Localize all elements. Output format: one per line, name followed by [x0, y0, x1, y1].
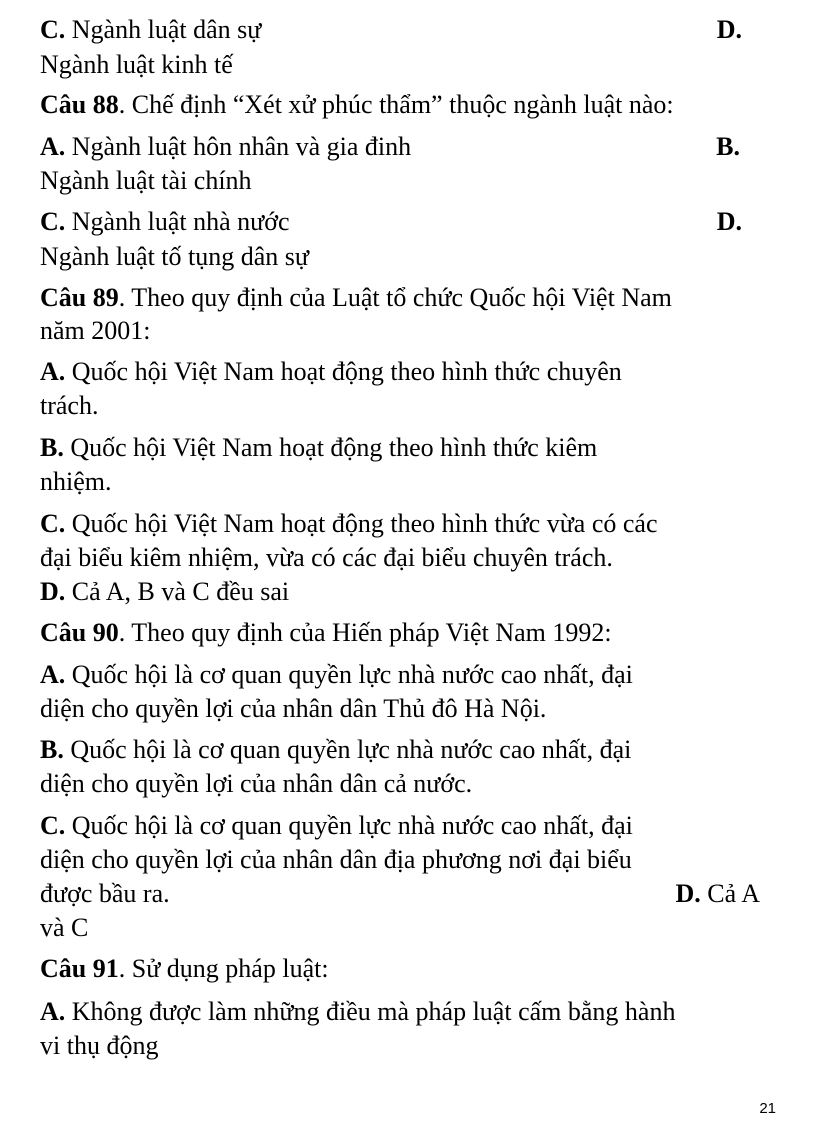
question-label: Câu 90 — [40, 618, 119, 647]
option-b — [40, 432, 780, 464]
option-line — [40, 131, 780, 163]
option-letter: B. — [40, 433, 64, 462]
option-letter: D. — [40, 577, 66, 606]
option-line — [40, 206, 780, 238]
option-letter: A. — [40, 357, 66, 386]
option-letter: C. — [40, 15, 66, 44]
option-text: Ngành luật nhà nước — [65, 207, 290, 236]
option-letter: D. — [675, 879, 701, 908]
question-text: . Chế định “Xét xử phúc thẩm” thuộc ngành luật nào: — [118, 90, 674, 119]
option-text: Không được làm những điều mà pháp luật cấm bằng hành — [65, 997, 676, 1026]
option-text: được bầu ra. — [40, 879, 170, 908]
option-text: Cả A — [700, 879, 760, 908]
question — [40, 282, 780, 314]
option-c — [40, 508, 780, 540]
option-text: Quốc hội Việt Nam hoạt động theo hình thức vừa có các — [65, 509, 658, 538]
question-text: . Theo quy định của Hiến pháp Việt Nam 1992: — [118, 618, 612, 647]
option-text: Quốc hội là cơ quan quyền lực nhà nước cao nhất, đại — [65, 660, 633, 689]
option-text: và C — [40, 913, 89, 942]
option-text: vi thụ động — [40, 1031, 159, 1060]
option-line — [40, 14, 780, 46]
option-letter: D. — [716, 207, 742, 236]
option-c — [40, 810, 780, 842]
option-text: diện cho quyền lợi của nhân dân cả nước. — [40, 769, 473, 798]
option-text: Ngành luật tài chính — [40, 166, 252, 195]
option-letter: A. — [40, 997, 66, 1026]
option-c — [40, 206, 290, 238]
option-letter: B. — [40, 735, 64, 764]
option-letter: C. — [40, 207, 66, 236]
question-text: năm 2001: — [40, 316, 151, 345]
option-a — [40, 131, 411, 163]
option-letter: A. — [40, 660, 66, 689]
option-text: diện cho quyền lợi của nhân dân Thủ đô Hà Nội. — [40, 694, 547, 723]
option-text: Cả A, B và C đều sai — [65, 577, 290, 606]
question-label: Câu 88 — [40, 90, 119, 119]
option-text: Quốc hội Việt Nam hoạt động theo hình thức chuyên — [65, 357, 622, 386]
option-text: đại biểu kiêm nhiệm, vừa có các đại biểu chuyên trách. — [40, 543, 613, 572]
question — [40, 953, 780, 985]
option-d — [675, 878, 780, 910]
option-a — [40, 659, 780, 691]
option-text: Ngành luật tố tụng dân sự — [40, 242, 310, 271]
option-letter: A. — [40, 132, 66, 161]
option-a — [40, 356, 780, 388]
question — [40, 89, 780, 121]
question — [40, 617, 780, 649]
option-line — [40, 878, 780, 910]
option-text: Ngành luật kinh tế — [40, 50, 233, 79]
option-text: Quốc hội là cơ quan quyền lực nhà nước cao nhất, đại — [63, 735, 632, 764]
option-a — [40, 996, 780, 1028]
option-text: Quốc hội Việt Nam hoạt động theo hình thức kiêm — [63, 433, 598, 462]
option-text: Ngành luật dân sự — [65, 15, 262, 44]
question-label: Câu 89 — [40, 283, 119, 312]
option-text: trách. — [40, 391, 99, 420]
question-text: . Theo quy định của Luật tổ chức Quốc hội Việt Nam — [118, 283, 672, 312]
option-text: nhiệm. — [40, 467, 112, 496]
option-letter: D. — [716, 15, 742, 44]
option-c — [40, 14, 261, 46]
option-d — [40, 576, 780, 608]
question-text: . Sử dụng pháp luật: — [118, 954, 329, 983]
question-label: Câu 91 — [40, 954, 119, 983]
option-text: Quốc hội là cơ quan quyền lực nhà nước cao nhất, đại — [65, 811, 633, 840]
option-letter: B. — [716, 132, 740, 161]
option-letter: C. — [40, 811, 66, 840]
page-number: 21 — [759, 1100, 776, 1117]
option-text: diện cho quyền lợi của nhân dân địa phương nơi đại biểu — [40, 845, 632, 874]
option-letter: C. — [40, 509, 66, 538]
option-text: Ngành luật hôn nhân và gia đinh — [65, 132, 412, 161]
option-b — [40, 734, 780, 766]
